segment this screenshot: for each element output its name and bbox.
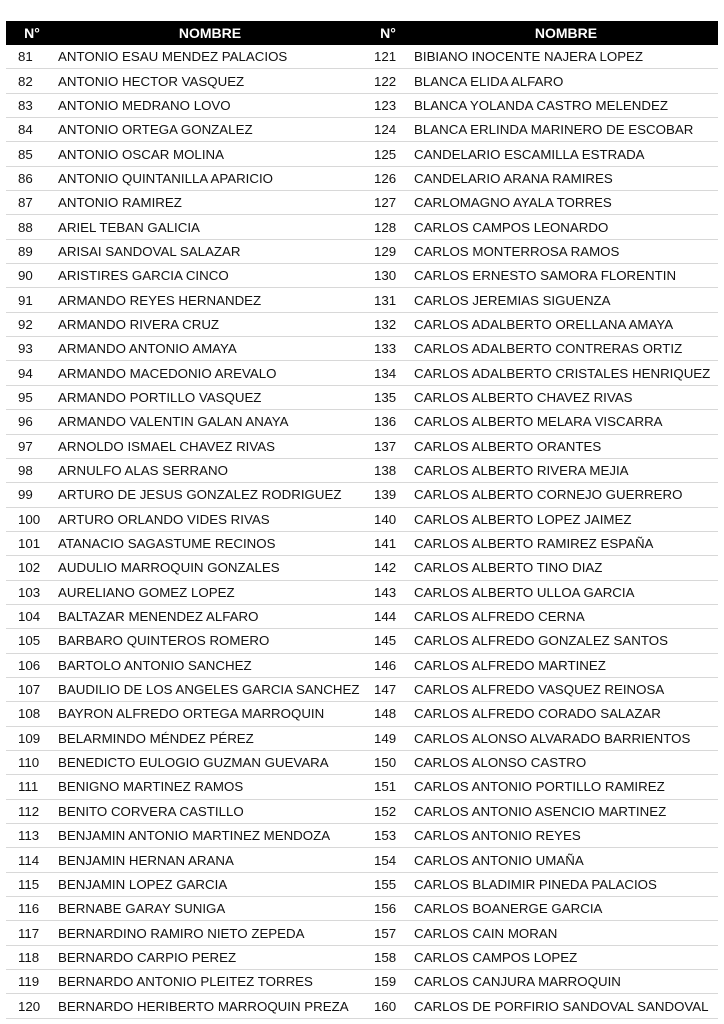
table-row [6,702,718,726]
left-number: 98 [18,463,33,479]
right-name: CARLOS ALBERTO ULLOA GARCIA [414,584,635,600]
right-name: BLANCA ELIDA ALFARO [414,73,564,89]
right-number: 128 [374,219,397,235]
left-number: 88 [18,219,33,235]
left-number: 86 [18,170,33,186]
left-number: 94 [18,365,33,381]
right-number: 132 [374,316,397,332]
right-name: CARLOS ALBERTO CORNEJO GUERRERO [414,487,683,503]
right-number: 129 [374,243,397,259]
left-name: ARNULFO ALAS SERRANO [58,463,228,479]
right-number: 159 [374,974,397,990]
right-name: CARLOS MONTERROSA RAMOS [414,243,620,259]
table-row [6,824,718,848]
table-row [6,288,718,312]
right-name: CARLOS ALFREDO MARTINEZ [414,657,606,673]
table-row [6,69,718,93]
right-number: 157 [374,925,397,941]
left-name: BARBARO QUINTEROS ROMERO [58,633,270,649]
left-name: ARISAI SANDOVAL SALAZAR [58,243,241,259]
right-number: 155 [374,876,397,892]
right-name: CARLOS CAMPOS LOPEZ [414,949,578,965]
right-name: CARLOS ALBERTO MELARA VISCARRA [414,414,663,430]
right-name: CARLOS ALONSO ALVARADO BARRIENTOS [414,730,691,746]
right-number: 131 [374,292,397,308]
left-name: ATANACIO SAGASTUME RECINOS [58,536,276,552]
table-body [6,45,718,1019]
right-name: CARLOS ALFREDO CORADO SALAZAR [414,706,661,722]
right-number: 143 [374,584,397,600]
left-number: 119 [18,974,40,990]
left-name: ARTURO DE JESUS GONZALEZ RODRIGUEZ [58,487,342,503]
right-name: CARLOS ANTONIO ASENCIO MARTINEZ [414,803,667,819]
right-number: 134 [374,365,397,381]
right-name: CARLOS ALBERTO ORANTES [414,438,602,454]
right-number: 135 [374,389,397,405]
right-number: 130 [374,268,397,284]
left-number: 104 [18,609,41,625]
left-number: 97 [18,438,33,454]
left-name: ARMANDO PORTILLO VASQUEZ [58,389,262,405]
left-number: 110 [18,755,40,771]
right-name: CARLOS ADALBERTO ORELLANA AMAYA [414,316,674,332]
right-name: CARLOS ALBERTO RIVERA MEJIA [414,463,629,479]
right-name: BIBIANO INOCENTE NAJERA LOPEZ [414,49,644,65]
left-number: 117 [18,925,40,941]
left-number: 87 [18,195,33,211]
table-row [6,361,718,385]
right-name: CARLOS ANTONIO PORTILLO RAMIREZ [414,779,665,795]
table-row [6,581,718,605]
left-number: 106 [18,657,41,673]
table-row [6,605,718,629]
right-name: CARLOMAGNO AYALA TORRES [414,195,612,211]
left-number: 105 [18,633,41,649]
left-name: BAUDILIO DE LOS ANGELES GARCIA SANCHEZ [58,682,360,698]
right-number: 146 [374,657,397,673]
right-number: 145 [374,633,397,649]
right-number: 150 [374,755,397,771]
left-number: 116 [18,901,40,917]
right-number: 124 [374,122,397,138]
right-number: 139 [374,487,397,503]
left-name: ARMANDO REYES HERNANDEZ [58,292,262,308]
right-number: 144 [374,609,397,625]
table-row [6,946,718,970]
left-name: ANTONIO ESAU MENDEZ PALACIOS [58,49,288,65]
right-name: BLANCA YOLANDA CASTRO MELENDEZ [414,97,668,113]
left-name: BENJAMIN ANTONIO MARTINEZ MENDOZA [58,828,331,844]
table-row [6,532,718,556]
left-name: BALTAZAR MENENDEZ ALFARO [58,609,259,625]
left-number: 92 [18,316,33,332]
left-number: 84 [18,122,33,138]
right-number: 123 [374,97,397,113]
left-name: BERNARDO CARPIO PEREZ [58,949,237,965]
left-name: ARMANDO VALENTIN GALAN ANAYA [58,414,289,430]
right-number: 126 [374,170,397,186]
left-name: BENITO CORVERA CASTILLO [58,803,244,819]
table-row [6,970,718,994]
table-row [6,142,718,166]
right-name: CARLOS ALBERTO RAMIREZ ESPAÑA [414,536,654,552]
left-number: 82 [18,73,33,89]
left-number: 85 [18,146,33,162]
left-name: ARIEL TEBAN GALICIA [58,219,200,235]
right-number: 136 [374,414,397,430]
table-row [6,678,718,702]
table-row [6,313,718,337]
right-name: CARLOS ALBERTO TINO DIAZ [414,560,603,576]
right-name: CARLOS DE PORFIRIO SANDOVAL SANDOVAL [414,998,709,1014]
right-number: 133 [374,341,397,357]
right-name: BLANCA ERLINDA MARINERO DE ESCOBAR [414,122,694,138]
header-name-left: NOMBRE [178,25,242,41]
table-row [6,215,718,239]
table-row [6,240,718,264]
left-number: 91 [18,292,33,308]
left-number: 107 [18,682,41,698]
table-row [6,118,718,142]
header-number-left: N° [24,25,40,41]
right-name: CARLOS CANJURA MARROQUIN [414,974,621,990]
left-number: 112 [18,803,40,819]
table-row [6,775,718,799]
left-number: 81 [18,49,33,65]
table-row [6,873,718,897]
table-row [6,800,718,824]
table-row [6,410,718,434]
table-row [6,386,718,410]
left-number: 96 [18,414,33,430]
left-number: 93 [18,341,33,357]
right-number: 148 [374,706,397,722]
right-name: CARLOS ALBERTO LOPEZ JAIMEZ [414,511,632,527]
right-name: CARLOS ALFREDO VASQUEZ REINOSA [414,682,665,698]
left-number: 83 [18,97,33,113]
left-name: ARMANDO RIVERA CRUZ [58,316,220,332]
left-name: AURELIANO GOMEZ LOPEZ [58,584,235,600]
right-name: CARLOS ADALBERTO CRISTALES HENRIQUEZ [414,365,711,381]
table-row [6,167,718,191]
table-row [6,751,718,775]
left-name: ANTONIO QUINTANILLA APARICIO [58,170,274,186]
left-number: 100 [18,511,41,527]
right-number: 147 [374,682,397,698]
left-number: 90 [18,268,33,284]
right-name: CANDELARIO ESCAMILLA ESTRADA [414,146,645,162]
left-name: ANTONIO HECTOR VASQUEZ [58,73,245,89]
table-row [6,191,718,215]
right-number: 154 [374,852,397,868]
right-name: CARLOS ANTONIO UMAÑA [414,852,584,868]
header-number-right: N° [380,25,396,41]
right-number: 153 [374,828,397,844]
left-name: ANTONIO OSCAR MOLINA [58,146,224,162]
left-name: BENJAMIN HERNAN ARANA [58,852,234,868]
left-number: 99 [18,487,33,503]
left-number: 102 [18,560,41,576]
right-number: 158 [374,949,397,965]
name-list-table [6,21,718,1019]
left-number: 118 [18,949,40,965]
table-row [6,727,718,751]
table-row [6,337,718,361]
table-row [6,459,718,483]
right-name: CANDELARIO ARANA RAMIRES [414,170,613,186]
left-name: ANTONIO RAMIREZ [58,195,182,211]
left-number: 103 [18,584,41,600]
right-number: 156 [374,901,397,917]
right-name: CARLOS BOANERGE GARCIA [414,901,603,917]
right-name: CARLOS CAMPOS LEONARDO [414,219,609,235]
left-name: BERNARDO HERIBERTO MARROQUIN PREZA [58,998,349,1014]
left-number: 101 [18,536,41,552]
left-name: BAYRON ALFREDO ORTEGA MARROQUIN [58,706,325,722]
left-name: ARMANDO ANTONIO AMAYA [58,341,237,357]
left-name: BELARMINDO MÉNDEZ PÉREZ [58,730,254,746]
right-name: CARLOS JEREMIAS SIGUENZA [414,292,611,308]
table-row [6,483,718,507]
right-name: CARLOS ALFREDO GONZALEZ SANTOS [414,633,668,649]
right-number: 141 [374,536,397,552]
table-row [6,508,718,532]
right-number: 138 [374,463,397,479]
left-name: AUDULIO MARROQUIN GONZALES [58,560,280,576]
right-name: CARLOS BLADIMIR PINEDA PALACIOS [414,876,657,892]
right-number: 121 [374,49,397,65]
left-number: 114 [18,852,40,868]
right-name: CARLOS CAIN MORAN [414,925,558,941]
left-name: ARISTIRES GARCIA CINCO [58,268,229,284]
right-number: 151 [374,779,397,795]
table-header [6,21,718,45]
table-row [6,848,718,872]
right-name: CARLOS ANTONIO REYES [414,828,581,844]
table-row [6,45,718,69]
table-row [6,94,718,118]
right-number: 152 [374,803,397,819]
right-number: 142 [374,560,397,576]
left-number: 113 [18,828,40,844]
table-row [6,435,718,459]
left-name: BERNABE GARAY SUNIGA [58,901,226,917]
right-name: CARLOS ALFREDO CERNA [414,609,585,625]
left-name: BERNARDO ANTONIO PLEITEZ TORRES [58,974,313,990]
left-name: BENIGNO MARTINEZ RAMOS [58,779,244,795]
right-name: CARLOS ALBERTO CHAVEZ RIVAS [414,389,633,405]
right-name: CARLOS ERNESTO SAMORA FLORENTIN [414,268,677,284]
left-number: 108 [18,706,41,722]
left-name: ARTURO ORLANDO VIDES RIVAS [58,511,270,527]
right-number: 125 [374,146,397,162]
left-number: 109 [18,730,41,746]
table-row [6,629,718,653]
left-name: BARTOLO ANTONIO SANCHEZ [58,657,252,673]
left-number: 115 [18,876,40,892]
right-name: CARLOS ADALBERTO CONTRERAS ORTIZ [414,341,683,357]
table-row [6,994,718,1018]
left-number: 89 [18,243,33,259]
right-number: 137 [374,438,397,454]
left-number: 120 [18,998,41,1014]
right-number: 160 [374,998,397,1014]
right-number: 122 [374,73,397,89]
left-name: BENJAMIN LOPEZ GARCIA [58,876,228,892]
left-name: BERNARDINO RAMIRO NIETO ZEPEDA [58,925,305,941]
right-number: 140 [374,511,397,527]
left-name: ANTONIO ORTEGA GONZALEZ [58,122,253,138]
left-number: 95 [18,389,33,405]
table-row [6,264,718,288]
left-name: ARMANDO MACEDONIO AREVALO [58,365,277,381]
left-name: ARNOLDO ISMAEL CHAVEZ RIVAS [58,438,275,454]
table-row [6,654,718,678]
table-row [6,897,718,921]
right-name: CARLOS ALONSO CASTRO [414,755,587,771]
right-number: 127 [374,195,397,211]
left-name: ANTONIO MEDRANO LOVO [58,97,231,113]
header-name-right: NOMBRE [534,25,598,41]
left-name: BENEDICTO EULOGIO GUZMAN GUEVARA [58,755,329,771]
left-number: 111 [18,779,39,795]
table-row [6,556,718,580]
table-row [6,921,718,945]
right-number: 149 [374,730,397,746]
